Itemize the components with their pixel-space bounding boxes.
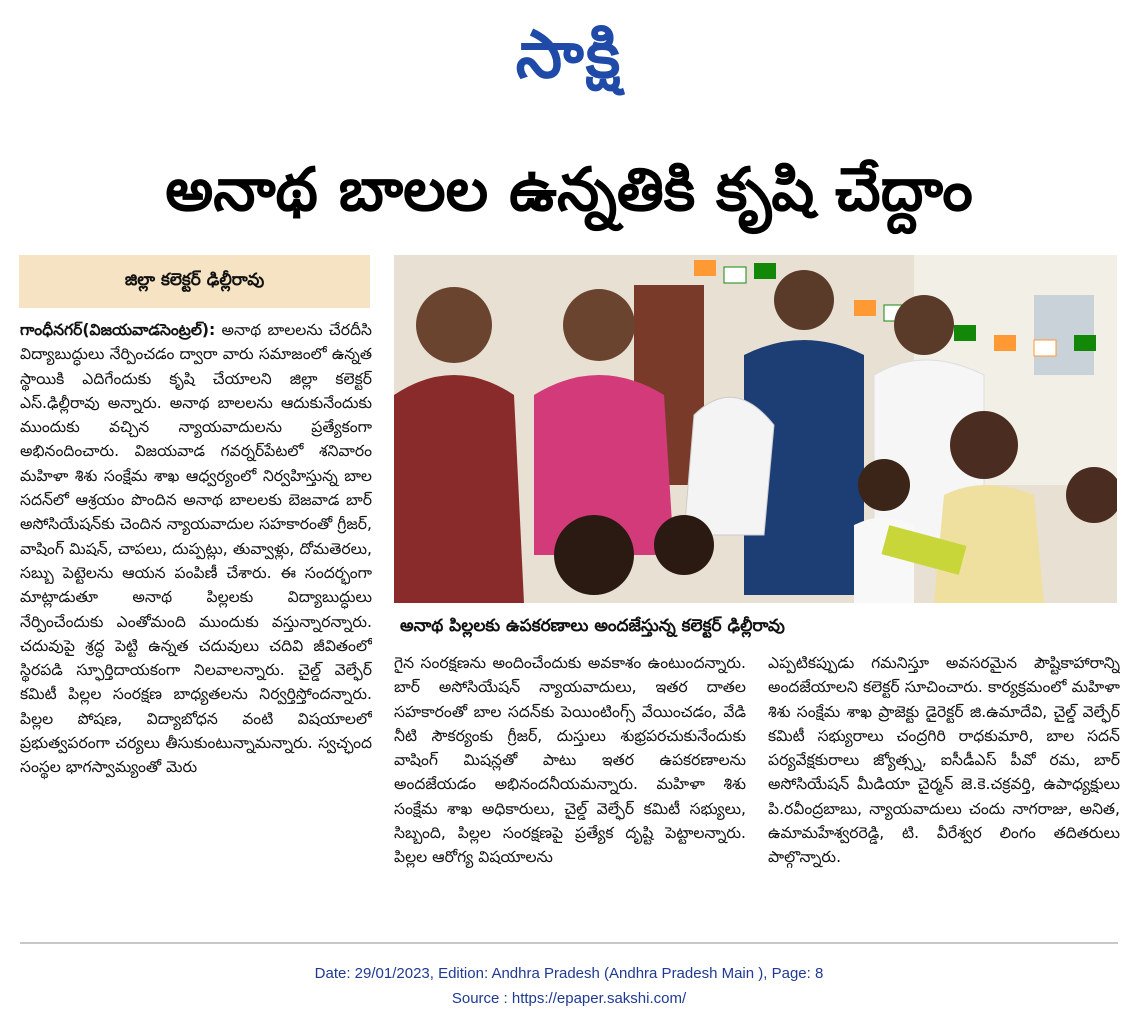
- logo-text: సాక్షి: [515, 16, 623, 93]
- news-photo: [394, 255, 1117, 603]
- footer-source: Source : https://epaper.sakshi.com/: [451, 990, 687, 1007]
- footer-divider: [20, 942, 1118, 944]
- photo-caption: అనాథ పిల్లలకు ఉపకరణాలు అందజేస్తున్న కలెక్టర్‌ ఢిల్లీరావు: [400, 616, 785, 636]
- dateline: గాంధీనగర్‌(విజయవాడసెంట్రల్‌):: [20, 321, 216, 339]
- headline: అనాథ బాలల ఉన్నతికి కృషి చేద్దాం: [165, 155, 973, 225]
- byline-box: [19, 255, 370, 308]
- newspaper-logo: [0, 10, 1138, 100]
- article-column-2: గైన సంరక్షణను అందించేందుకు అవకాశం ఉంటుందన్నారు. బార్‌ అసోసియేషన్‌ న్యాయవాదులు, ఇతర దాతల సహకారంతో బాల సదన్‌కు పెయింటింగ్స్‌ వేయించడం, వేడి నీటి సౌకర్యంకు గ్రీజర్‌, దుస్తులు శుభ్రపరచుకునేందుకు వాషింగ్‌ మిషన్లతో పాటు ఇతర ఉపకరణాలను అందజేయడం అభినందనీయమన్నారు. మహిళా శిశు సంక్షేమ శాఖ అధికారులు, చైల్డ్‌ వెల్ఫేర్‌ కమిటీ సభ్యులు, సిబ్బంది, పిల్లల సంరక్షణపై ప్రత్యేక దృష్టి పెట్టాలన్నారు. పిల్లల ఆరోగ్య విషయాలను: [394, 654, 746, 867]
- byline-text: జిల్లా కలెక్టర్‌ ఢిల్లీరావు: [124, 269, 265, 290]
- article-column-3: ఎప్పటికప్పుడు గమనిస్తూ అవసరమైన పౌష్టికాహారాన్ని అందజేయాలని కలెక్టర్‌ సూచించారు. కార్యక్రమంలో మహిళా శిశు సంక్షేమ శాఖ ప్రాజెక్టు డైరెక్టర్‌ జి.ఉమాదేవి, చైల్డ్‌ వెల్ఫేర్‌ కమిటీ సభ్యురాలు చంద్రగిరి రాధకుమారి, బాల సదన్‌ పర్యవేక్షకురాలు జ్యోత్స్న, ఐసీడీఎస్‌ పీవో రమ, బార్‌ అసోసియేషన్‌ మీడియా చైర్మన్‌ జె.కె.చక్రవర్తి, ఉపాధ్యక్షులు పి.రవీంద్రబాబు, న్యాయవాదులు చందు నాగరాజు, అనిత, ఉమామహేశ్వరరెడ్డి, టి. వీరేశ్వర లింగం తదితరులు పాల్గొన్నారు.: [768, 654, 1120, 867]
- article-column-1: [20, 318, 372, 930]
- footer-date-edition: Date: 29/01/2023, Edition: Andhra Pradesh (Andhra Pradesh Main ), Page: 8: [314, 965, 824, 982]
- article-text-1: అనాథ బాలలను చేరదీసి విద్యాబుద్ధులు నేర్పించడం ద్వారా వారు సమాజంలో ఉన్నత స్థాయికి ఎదిగేందుకు కృషి చేయాలని జిల్లా కలెక్టర్‌ ఎస్‌.ఢిల్లీరావు అన్నారు. అనాథ బాలలను ఆదుకునేందుకు ముందుకు వచ్చిన న్యాయవాదులను ప్రత్యేకంగా అభినందించారు. విజయవాడ గవర్నర్‌పేటలో శనివారం మహిళా శిశు సంక్షేమ శాఖ ఆధ్వర్యంలో నిర్వహిస్తున్న బాల సదన్‌లో ఆశ్రయం పొందిన అనాథ బాలలకు బెజవాడ బార్‌ అసోసియేషన్‌కు చెందిన న్యాయవాదుల సహకారంతో గ్రీజర్‌, వాషింగ్‌ మిషన్‌, చాపలు, దుప్పట్లు, తువ్వాళ్లు, దోమతెరలు, సబ్బు పెట్టెలను ఆయన పంపిణీ చేశారు. ఈ సందర్భంగా మాట్లాడుతూ అనాథ పిల్లలకు విద్యాబుద్ధులు నేర్పించేందుకు ఎంతోమంది ముందుకు వస్తున్నారన్నారు. చదువుపై శ్రద్ధ పెట్టి ఉన్నత చదువులు చదివి జీవితంలో స్థిరపడి స్ఫూర్తిదాయకంగా నిలవాలన్నారు. చైల్డ్‌ వెల్ఫేర్‌ కమిటీ పిల్లల సంరక్షణ బాధ్యతలను నిర్వర్తిస్తోందన్నారు. పిల్లల పోషణ, విద్యాబోధన వంటి విషయాలలో ప్రభుత్వపరంగా చర్యలు తీసుకుంటున్నామన్నారు. స్వచ్ఛంద సంస్థల భాగస్వామ్యంతో మెరు: [20, 321, 372, 777]
- photo-illustration: [394, 255, 1117, 603]
